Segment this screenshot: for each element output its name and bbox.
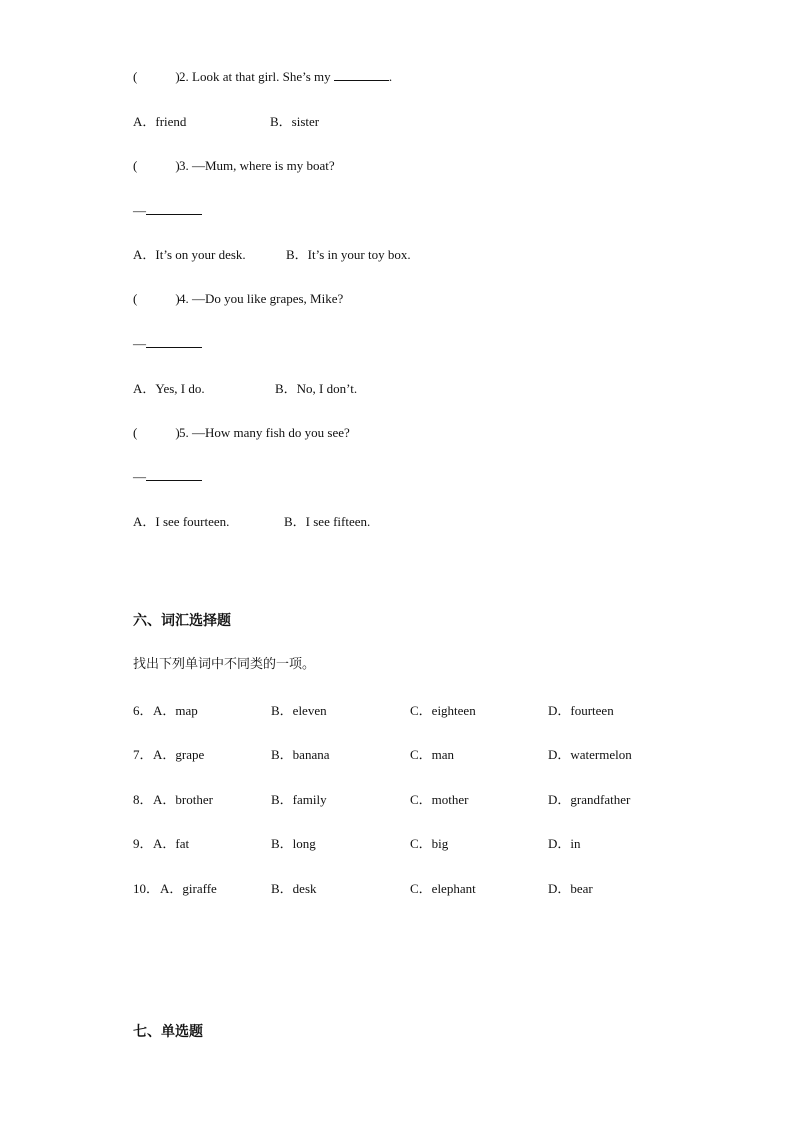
question-number: 8． bbox=[133, 792, 153, 807]
option-a[interactable]: A．friend bbox=[133, 114, 187, 129]
answer-blank[interactable] bbox=[334, 69, 389, 81]
question-5-response: — bbox=[133, 469, 202, 485]
answer-paren[interactable]: ( ) bbox=[133, 425, 180, 440]
question-text: 4. —Do you like grapes, Mike? bbox=[179, 291, 344, 306]
question-number: 6． bbox=[133, 703, 153, 718]
question-text: 3. —Mum, where is my boat? bbox=[179, 158, 335, 173]
option-c[interactable]: C．man bbox=[410, 747, 455, 762]
option-c[interactable]: C．mother bbox=[410, 792, 469, 807]
option-d[interactable]: D．grandfather bbox=[548, 792, 631, 807]
option-a[interactable]: A．brother bbox=[153, 792, 213, 807]
option-b[interactable]: B．banana bbox=[271, 747, 330, 762]
question-3-response: — bbox=[133, 203, 202, 219]
section-7-title: 七、单选题 bbox=[133, 1024, 203, 1040]
option-b[interactable]: B．It’s in your toy box. bbox=[286, 247, 411, 262]
option-a[interactable]: A．map bbox=[153, 703, 198, 718]
option-c[interactable]: C．elephant bbox=[410, 881, 476, 896]
question-3 bbox=[133, 158, 335, 174]
option-a[interactable]: A．I see fourteen. bbox=[133, 514, 230, 529]
answer-blank[interactable] bbox=[146, 336, 202, 348]
option-b[interactable]: B．long bbox=[271, 836, 316, 851]
question-text: 5. —How many fish do you see? bbox=[179, 425, 350, 440]
option-a[interactable]: A．fat bbox=[153, 836, 190, 851]
option-b[interactable]: B．family bbox=[271, 792, 327, 807]
answer-blank[interactable] bbox=[146, 203, 202, 215]
option-d[interactable]: D．watermelon bbox=[548, 747, 632, 762]
question-number: 9． bbox=[133, 836, 153, 851]
question-number: 10． bbox=[133, 881, 160, 896]
answer-paren[interactable]: ( ) bbox=[133, 291, 180, 306]
vocab-row-9 bbox=[133, 836, 693, 852]
option-c[interactable]: C．big bbox=[410, 836, 449, 851]
answer-paren[interactable]: ( ) bbox=[133, 158, 180, 173]
question-number: 7． bbox=[133, 747, 153, 762]
vocab-row-6 bbox=[133, 703, 693, 719]
answer-paren[interactable]: ( ) bbox=[133, 69, 180, 84]
question-4 bbox=[133, 291, 343, 307]
option-b[interactable]: B．desk bbox=[271, 881, 317, 896]
option-c[interactable]: C．eighteen bbox=[410, 703, 476, 718]
question-2: ( )2. Look at that girl. She’s my . bbox=[133, 69, 393, 84]
option-b[interactable]: B．No, I don’t. bbox=[275, 381, 358, 396]
question-text: 2. Look at that girl. She’s my bbox=[179, 69, 331, 84]
option-a[interactable]: A．It’s on your desk. bbox=[133, 247, 246, 262]
option-d[interactable]: D．bear bbox=[548, 881, 593, 896]
option-a[interactable]: A．giraffe bbox=[160, 881, 217, 896]
question-4-response: — bbox=[133, 336, 202, 352]
option-b[interactable]: B．sister bbox=[270, 114, 320, 129]
vocab-row-10 bbox=[133, 881, 693, 897]
option-a[interactable]: A．grape bbox=[153, 747, 205, 762]
vocab-row-8 bbox=[133, 792, 693, 808]
section-6-instruction: 找出下列单词中不同类的一项。 bbox=[133, 657, 316, 672]
section-6-title: 六、词汇选择题 bbox=[133, 613, 231, 629]
question-5 bbox=[133, 425, 350, 441]
answer-blank[interactable] bbox=[146, 469, 202, 481]
option-b[interactable]: B．eleven bbox=[271, 703, 327, 718]
option-a[interactable]: A．Yes, I do. bbox=[133, 381, 205, 396]
option-d[interactable]: D．in bbox=[548, 836, 581, 851]
option-b[interactable]: B．I see fifteen. bbox=[284, 514, 371, 529]
vocab-row-7 bbox=[133, 747, 693, 763]
option-d[interactable]: D．fourteen bbox=[548, 703, 614, 718]
